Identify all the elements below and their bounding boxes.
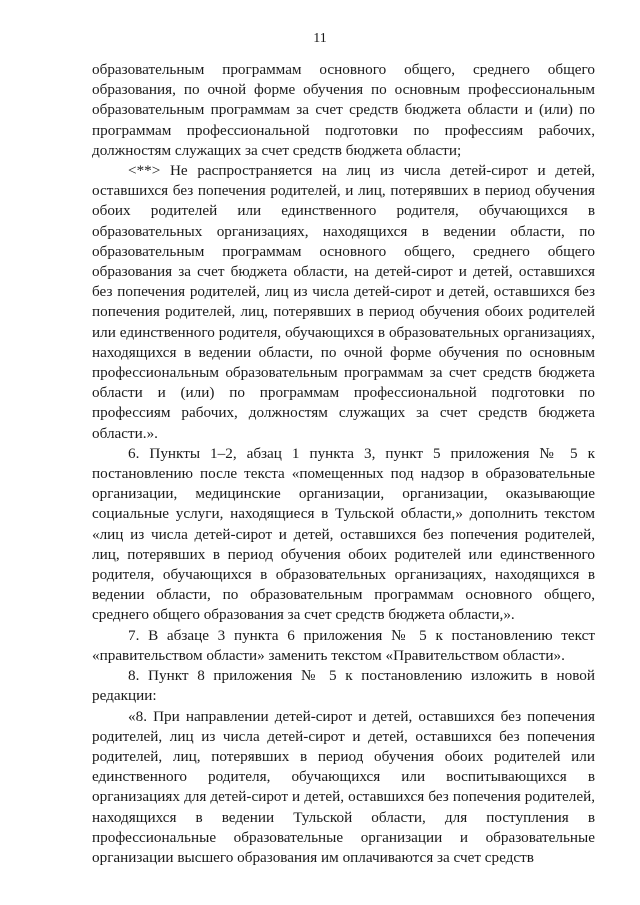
paragraph-item-8: 8. Пункт 8 приложения № 5 к постановлению изложить в новой редакции: [92, 667, 595, 705]
paragraph-footnote-note: <**> Не распространяется на лиц из числа детей-сирот и детей, оставшихся без попечения родителей, и лиц, потерявших в период обучения обоих родителей или единственного родителя, обучающихся в образовательных организациях, находящихся в ведении области, по образовательным программам основного общего, среднего общего образования за счет бюджета области, на детей-сирот и детей, оставшихся без попечения родителей, лиц из числа детей-сирот и детей, оставшихся без попечения родителей, лиц, потерявших в период обучения обоих родителей или единственного родителя, обучающихся в образовательных организациях, находящихся в ведении области, по очной форме обучения по основным профессиональным образовательным программам за счет средств бюджета области и (или) по программам профессиональной подготовки по профессиям рабочих, должностям служащих за счет средств бюджета области.». [92, 162, 595, 442]
paragraph-item-7: 7. В абзаце 3 пункта 6 приложения № 5 к постановлению текст «правительством области» заменить текстом «Правительством области». [92, 626, 595, 664]
paragraph-item-8-new-text: «8. При направлении детей-сирот и детей, оставшихся без попечения родителей, лиц из числа детей-сирот и детей, оставшихся без попечения родителей, лиц, потерявших в период обучения обоих родителей или единственного родителя, обучающихся или воспитывающихся в организациях для детей-сирот и детей, оставшихся без попечения родителей, находящихся в ведении Тульской области, для поступления в профессиональные образовательные организации и образовательные организации высшего образования им оплачиваются за счет средств [92, 707, 595, 866]
document-body [92, 60, 595, 868]
paragraph-continuation: образовательным программам основного общего, среднего общего образования, по очной форме обучения по основным профессиональным образовательным программам за счет средств бюджета области и (или) по программам профессиональной подготовки по профессиям рабочих, должностям служащих за счет средств бюджета области; [92, 61, 595, 159]
page-number: 11 [313, 31, 327, 46]
paragraph-item-6: 6. Пункты 1–2, абзац 1 пункта 3, пункт 5 приложения № 5 к постановлению после текста «помещенных под надзор в образовательные организации, медицинские организации, организации, оказывающие социальные услуги, находящиеся в Тульской области,» дополнить текстом «лиц из числа детей-сирот и детей, оставшихся без попечения родителей, лиц, потерявших в период обучения обоих родителей или единственного родителя, обучающихся в образовательных организациях, находящихся в ведении области, по образовательным программам основного общего, среднего общего образования за счет средств бюджета области,». [92, 444, 595, 624]
